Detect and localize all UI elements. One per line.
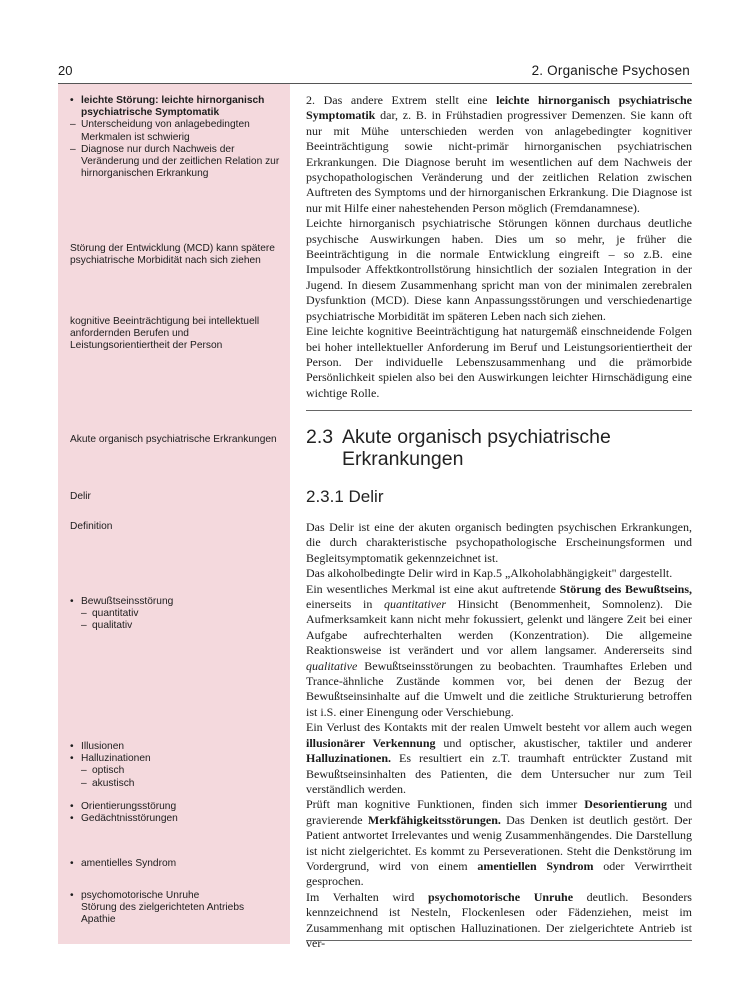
text-run: oder Verwirrtheit gesprochen.	[306, 858, 692, 889]
bold-term: amentiellen Syndrom	[477, 858, 594, 873]
sidebar-item-diagnosis: – Diagnose nur durch Nachweis der Veränderung und der zeitlichen Relation zur hirnorganischen Erkrankung	[70, 144, 282, 181]
main-text-top	[306, 93, 692, 401]
sidebar-item-drive: Störung des zielgerichteten Antriebs	[81, 902, 245, 914]
section-rule	[306, 410, 692, 411]
sidebar-item-mild-disorder: • leichte Störung: leichte hirnorganisch psychiatrische Symptomatik	[70, 95, 282, 119]
text-run: dar, z. B. in Frühstadien progressiver Demenzen. Sie kann oft nur mit Mühe unterschieden werden von anlagebedingter kognitiver Beeinträchtigung sowie nicht-primär hirnorganischen psychiatrischen Erkrankungen. Die Diagnose beruht im wesentlichen auf dem Nachweis der psychopathologischen Veränderung und der zeitlichen Relation zwischen Auftreten des Symptoms und der hirnorganischen Erkrankung. Die Diagnose ist nur mit Hilfe einer nahestehenden Person möglich (Fremdanamnese).	[306, 108, 692, 215]
sidebar-note-cognitive: kognitive Beeinträchtigung bei intellektuell anfordernden Berufen und Leistungsorientiertheit der Person	[70, 316, 260, 352]
sidebar-definition-label: Definition	[70, 521, 113, 532]
bold-term: Desorientierung	[584, 797, 667, 812]
sidebar-item-psychomotor: • psychomotorische Unruhe	[70, 890, 282, 902]
text-run: einerseits in	[306, 597, 384, 612]
chapter-title: 2. Organische Psychosen	[531, 63, 690, 78]
bottom-rule	[306, 940, 692, 941]
sidebar-item-apathy: Apathie	[81, 914, 116, 926]
text-run: Das Denken ist deutlich gestört. Der Patient antwortet Irrelevantes und wenig Zusammenhängendes. Die Darstellung ist nicht zielgerichtet. Es kommt zu Perseverationen. Steht die Denkstörung im Vordergrund, wird von einem	[306, 812, 692, 873]
paragraph-definition: Das Delir ist eine der akuten organisch bedingten psychischen Erkrankungen, die durch charakteristische psychopathologische Erscheinungsformen und Begleitsymptomatik gekennzeichnet ist.	[306, 520, 692, 565]
sidebar-item-memory: • Gedächtnisstörungen	[70, 813, 282, 825]
sidebar-item-qualitative: – qualitativ	[70, 620, 282, 632]
section-title-line1: Akute organisch psychiatrische	[342, 426, 611, 448]
section-number: 2.3	[306, 426, 334, 448]
bold-term: Halluzinationen.	[306, 751, 392, 766]
subsection-heading: 2.3.1 Delir	[306, 487, 384, 506]
sidebar-block-amentia	[70, 858, 282, 870]
text-run: Ein wesentliches Merkmal ist eine akut auftretende	[306, 581, 560, 596]
paragraph-psychomotor	[306, 890, 692, 952]
sidebar-section-label: Akute organisch psychiatrische Erkrankungen	[70, 434, 277, 445]
sidebar-item-consciousness: • Bewußtseinsstörung	[70, 596, 282, 608]
text-run: Prüft man kognitive Funktionen, finden sich immer	[306, 797, 585, 812]
sidebar-item-distinction: – Unterscheidung von anlagebedingten Merkmalen ist schwierig	[70, 119, 282, 143]
paragraph-cognitive: Eine leichte kognitive Beeinträchtigung hat naturgemäß einschneidende Folgen bei hoher intellektueller Anforderung im Beruf und Leistungsorientiertheit der Person. Der individuelle Lebenszusammenhang und die prämorbide Persönlichkeit spielen also bei den Auswirkungen leichter Hirnschädigung eine wichtige Rolle.	[306, 324, 692, 400]
italic-term: qualitative	[306, 658, 358, 673]
sidebar-item-quantitative: – quantitativ	[70, 608, 282, 620]
italic-term: quantitativer	[384, 597, 446, 612]
sidebar-item-acoustic: – akustisch	[70, 778, 282, 790]
section-title-line2: Erkrankungen	[342, 448, 464, 470]
sidebar-block-mild-disorder	[70, 95, 282, 180]
bold-term: Merkfähigkeitsstörungen.	[367, 812, 501, 827]
main-text-delir	[306, 520, 692, 951]
sidebar-block-perception	[70, 741, 282, 790]
paragraph-hallucinations	[306, 720, 692, 797]
paragraph-mild-symptomatic	[306, 93, 692, 216]
paragraph-mcd: Leichte hirnorganisch psychiatrische Störungen können durchaus deutliche psychische Auswirkungen haben. Dies um so mehr, je früher die Beeinträchtigung in die normale Entwicklung eingreift – so z.B. eine Impulsoder Affektkontrollstörung hinsichtlich der sozialen Integration in der Jugend. In diesem Zusammenhang spricht man von der minimalen zerebralen Dysfunktion (MCD). Diese kann Anpassungsstörungen und verschiedenartige psychiatrische Morbidität im späteren Leben nach sich ziehen.	[306, 216, 692, 323]
text-run: und gravierende	[306, 797, 692, 827]
sidebar-block-consciousness	[70, 596, 282, 633]
text-run: Ein Verlust des Kontakts mit der realen Umwelt besteht vor allem auch wegen	[306, 720, 692, 735]
bold-term: psychomotorische Unruhe	[428, 889, 574, 904]
margin-notes-sidebar	[58, 84, 290, 944]
sidebar-item-amentia: • amentielles Syndrom	[70, 858, 282, 870]
sidebar-item-orientation: • Orientierungsstörung	[70, 801, 282, 813]
text-run: Im Verhalten wird	[306, 889, 429, 904]
sidebar-delir-label: Delir	[70, 491, 91, 502]
bold-term: Störung des Bewußtseins,	[559, 581, 692, 596]
paragraph-consciousness	[306, 582, 692, 721]
paragraph-cognition	[306, 797, 692, 889]
sidebar-item-hallucinations: • Halluzinationen	[70, 753, 282, 765]
page-number: 20	[58, 63, 73, 78]
text-run: Hinsicht (Benommenheit, Somnolenz). Die Aufmerksamkeit kann nicht mehr fokussiert, gelenkt und längere Zeit bei einer Aufgabe aufrechterhalten werden (Konzentration). Die allgemeine Reaktionsweise ist verändert und vor allem langsamer. Andererseits sind	[306, 597, 692, 658]
sidebar-note-mcd: Störung der Entwicklung (MCD) kann spätere psychiatrische Morbidität nach sich ziehen	[70, 243, 275, 267]
text-run: Bewußtseinsstörungen zu beobachten. Traumhaftes Erleben und Trance-ähnliche Zustände kommen vor, bei denen der Bezug der Bewußtseinsinhalte auf die Umwelt und die zeitliche Strukturierung betroffen ist i.S. einer Einengung oder Verschiebung.	[306, 658, 692, 719]
text-run: und optischer, akustischer, taktiler und anderer	[435, 735, 692, 750]
text-run: 2. Das andere Extrem stellt eine	[306, 93, 497, 107]
text-run: Es resultiert ein z.T. traumhaft entrückter Zustand mit Bewußtseinsinhalten des Patienten, die dem Untersucher nur zum Teil verständlich werden.	[306, 751, 692, 796]
sidebar-item-illusions: • Illusionen	[70, 741, 282, 753]
text-run: deutlich. Besonders kennzeichnend ist Nesteln, Flockenlesen oder Fädenziehen, meist im Zusammenhang mit optischen Halluzinationen. Der zielgerichtete Antrieb ist ver-	[306, 889, 692, 950]
sidebar-item-optical: – optisch	[70, 765, 282, 777]
sidebar-block-psychomotor	[70, 890, 282, 927]
bold-term: leichte hirnorganisch psychiatrische Symptomatik	[306, 93, 692, 123]
bold-term: illusionärer Verkennung	[306, 735, 436, 750]
paragraph-alcohol: Das alkoholbedingte Delir wird in Kap.5 „Alkoholabhängigkeit" dargestellt.	[306, 566, 673, 581]
section-heading	[306, 426, 692, 470]
sidebar-block-cognition	[70, 801, 282, 825]
